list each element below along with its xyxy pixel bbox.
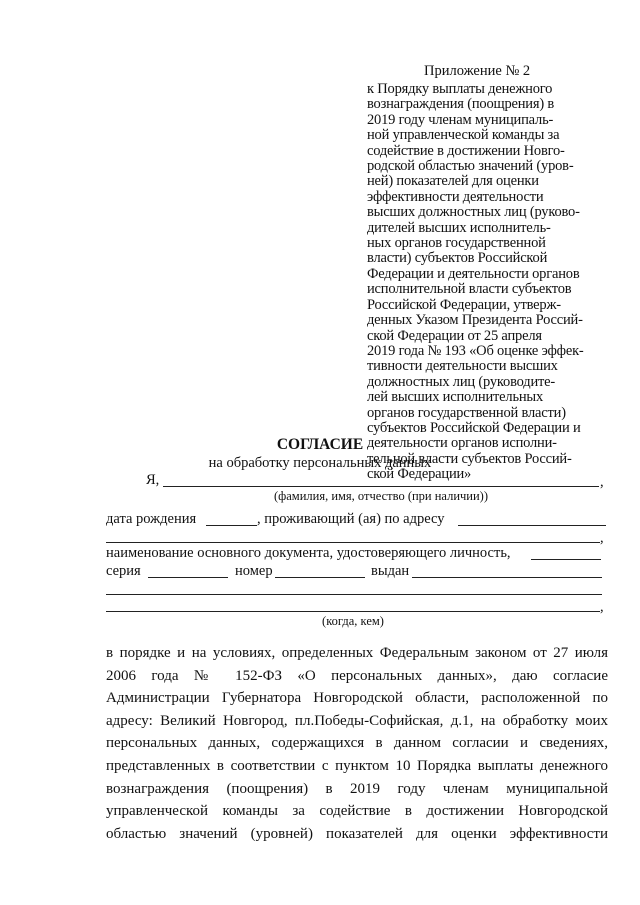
appendix-line: ской Федерации от 25 апреля [367,327,542,344]
appendix-line: содействие в достижении Новго- [367,142,565,159]
appendix-line: лей высших исполнительных [367,389,544,406]
appendix-line: деятельности органов исполни- [367,435,557,452]
body-line: областью значений (уровней) показателей для оценки эффективности [106,825,608,842]
issued-by-field[interactable] [412,577,602,578]
appendix-line: тивности деятельности высших [367,358,558,375]
appendix-line: ных органов государственной [367,235,546,252]
appendix-line: эффективности деятельности [367,188,544,205]
appendix-line: денных Указом Президента Россий- [367,312,583,329]
appendix-line: исполнительной власти субъектов [367,281,572,298]
appendix-line: родской областью значений (уров- [367,158,574,175]
issued-by-field-2[interactable] [106,594,602,595]
appendix-line: ной управленческой команды за [367,127,560,144]
address-field-2[interactable] [106,542,600,543]
address-field[interactable] [458,525,606,526]
comma: , [600,474,604,490]
body-line: Администрации Губернатора Новгородской области, расположенной по [106,690,608,707]
consent-body [106,642,608,845]
appendix-line: высших должностных лиц (руково- [367,204,580,221]
appendix-title: Приложение № 2 [424,63,531,79]
body-line: представленных в соответствии с пунктом 10 Порядка выплаты денежного [106,757,608,774]
comma: , [600,599,604,615]
consent-subtitle: на обработку персональных данных [208,455,432,471]
appendix-line: 2019 году членам муниципаль- [367,111,554,128]
body-line: персональных данных, содержащихся в данном согласии и сведениях, [106,735,608,752]
appendix-line: дителей высших исполнитель- [367,219,551,236]
full-name-hint: (фамилия, имя, отчество (при наличии)) [273,489,488,503]
appendix-line: должностных лиц (руководите- [367,373,556,390]
issued-hint: (когда, кем) [322,614,384,628]
dob-label: дата рождения [106,511,197,527]
appendix-line: субъектов Российской Федерации и [367,419,581,436]
number-label: номер [235,563,273,579]
consent-title: СОГЛАСИЕ [276,436,364,453]
appendix-line: тельной власти субъектов Россий- [367,450,572,467]
appendix-line: ской Федерации» [367,466,472,483]
number-field[interactable] [275,577,365,578]
body-line: 2006 года № 152-ФЗ «О персональных данных», даю согласие [106,667,608,684]
appendix-line: органов государственной власти) [367,404,566,421]
appendix-line: ней) показателей для оценки [367,173,539,190]
appendix-line: Федерации и деятельности органов [367,265,580,282]
appendix-line: власти) субъектов Российской [367,250,548,267]
issued-by-field-3[interactable] [106,611,600,612]
appendix-description [367,82,599,483]
comma: , [600,530,604,546]
body-line: вознаграждения (поощрения) в 2019 году членам муниципальной [106,780,608,797]
appendix-line: вознаграждения (поощрения) в [367,96,555,113]
series-label: серия [106,563,141,579]
appendix-line: Российской Федерации, утверж- [367,296,561,313]
date-of-birth-field[interactable] [206,525,257,526]
issued-label: выдан [371,563,410,579]
ya-label: Я, [146,472,160,488]
appendix-line: к Порядку выплаты денежного [367,81,553,97]
residing-label: , проживающий (ая) по адресу [257,511,445,527]
appendix-line: 2019 года № 193 «Об оценке эффек- [367,342,584,359]
body-line: в порядке и на условиях, определенных Федеральным законом от 27 июля [106,645,608,661]
series-field[interactable] [148,577,228,578]
body-line: управленческой команды за содействие в достижении Новгородской [106,803,608,820]
document-name-field[interactable] [531,559,601,560]
body-line: адресу: Великий Новгород, пл.Победы-Софийская, д.1, на обработку моих [106,712,608,729]
document-name-label: наименование основного документа, удостоверяющего личность, [106,545,511,561]
full-name-field[interactable] [163,486,599,487]
